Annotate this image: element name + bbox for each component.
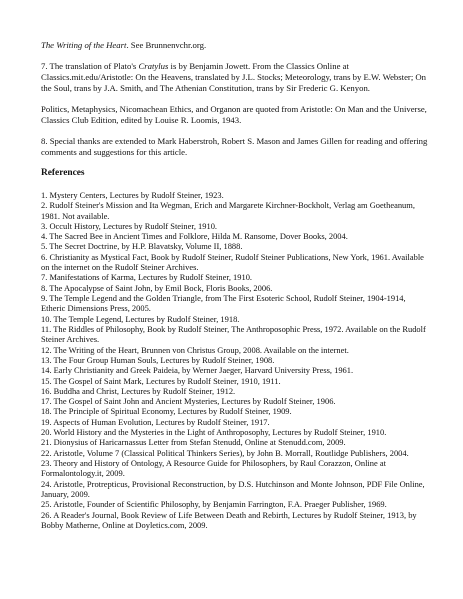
spacer: [41, 94, 431, 105]
reference-item: 15. The Gospel of Saint Mark, Lectures by Rudolf Steiner, 1910, 1911.: [41, 375, 281, 386]
reference-item: 8. The Apocalypse of Saint John, by Emil Bock, Floris Books, 2006.: [41, 282, 273, 293]
spacer: [41, 51, 431, 62]
reference-item: 14. Early Christianity and Greek Paideia, by Werner Jaeger, Harvard University Press, 1961.: [41, 365, 354, 376]
reference-item: 16. Buddha and Christ, Lectures by Rudolf Steiner, 1912.: [41, 385, 236, 396]
note-heart-title: The Writing of the Heart: [41, 40, 127, 50]
note-writing-of-the-heart: [41, 40, 431, 51]
note-7-post: is by Benjamin Jowett. From the Classics Online at Classics.mit.edu/Aristotle: On the Heavens, translated by J.L. Stocks; Meteorology, trans by E.W. Webster; On the Soul, trans by J.A. Smith, and The Athenian Constitution, trans by Sir Frederic G. Kenyon.: [41, 61, 427, 93]
reference-item: 18. The Principle of Spiritual Economy, Lectures by Rudolf Steiner, 1909.: [41, 406, 292, 417]
spacer: [41, 126, 431, 137]
note-7-work: Cratylus: [138, 61, 169, 72]
spacer: [41, 158, 431, 169]
reference-item: 9. The Temple Legend and the Golden Triangle, from The First Esoteric School, Rudolf Steiner, 1904-1914, Etheric Dimensions Press, 2005.: [41, 293, 406, 314]
reference-item: 10. The Temple Legend, Lectures by Rudolf Steiner, 1918.: [41, 313, 240, 324]
reference-item: 19. Aspects of Human Evolution, Lectures by Rudolf Steiner, 1917.: [41, 416, 270, 427]
reference-item: 13. The Four Group Human Souls, Lectures by Rudolf Steiner, 1908.: [41, 354, 275, 365]
reference-item: 20. World History and the Mysteries in the Light of Anthroposophy, Lectures by Rudolf Steiner, 1910.: [41, 427, 387, 438]
note-7-pre: 7. The translation of Plato's: [41, 61, 139, 72]
references-heading: References: [41, 168, 85, 179]
reference-item: 12. The Writing of the Heart, Brunnen von Christus Group, 2008. Available on the internet.: [41, 344, 349, 355]
reference-item: 2. Rudolf Steiner's Mission and Ita Wegman, Erich and Margarete Kirchner-Bockholt, Verlag am Goetheanum, 1981. Not available.: [41, 200, 415, 221]
reference-item: 3. Occult History, Lectures by Rudolf Steiner, 1910.: [41, 220, 218, 231]
note-8: 8. Special thanks are extended to Mark Haberstroh, Robert S. Mason and James Gillen for reading and offering comments and suggestions for this article.: [41, 136, 428, 158]
note-heart-rest: . See Brunnenvchr.org.: [126, 40, 207, 50]
reference-item: 7. Manifestations of Karma, Lectures by Rudolf Steiner, 1910.: [41, 272, 253, 283]
note-7: [41, 61, 431, 93]
reference-item: 17. The Gospel of Saint John and Ancient Mysteries, Lectures by Rudolf Steiner, 1906.: [41, 396, 336, 407]
reference-item: 23. Theory and History of Ontology, A Resource Guide for Philosophers, by Raul Corazzon, Online at Formalontology.it, 2009.: [41, 458, 386, 479]
spacer: [41, 179, 431, 190]
reference-item: 1. Mystery Centers, Lectures by Rudolf Steiner, 1923.: [41, 189, 224, 200]
reference-item: 4. The Sacred Bee in Ancient Times and Folklore, Hilda M. Ransome, Dover Books, 2004.: [41, 231, 348, 242]
references-list: [41, 190, 431, 530]
reference-item: 6. Christianity as Mystical Fact, Book by Rudolf Steiner, Rudolf Steiner Publications, New York, 1961. Available on the internet on the Rudolf Steiner Archives.: [41, 251, 424, 273]
reference-item: 25. Aristotle, Founder of Scientific Philosophy, by Benjamin Farrington, F.A. Praeger Publisher, 1969.: [41, 499, 387, 510]
reference-item: 26. A Reader's Journal, Book Review of Life Between Death and Rebirth, Lectures by Rudolf Steiner, 1913, by Bobby Matherne, Online at Doyletics.com, 2009.: [41, 509, 417, 530]
reference-item: 5. The Secret Doctrine, by H.P. Blavatsky, Volume II, 1888.: [41, 241, 243, 252]
reference-item: 21. Dionysius of Haricarnassus Letter from Stefan Stenudd, Online at Stenudd.com, 2009.: [41, 437, 346, 448]
reference-item: 11. The Riddles of Philosophy, Book by Rudolf Steiner, The Anthroposophic Press, 1972. Available on the Rudolf Steiner Archives.: [41, 323, 426, 345]
note-politics: Politics, Metaphysics, Nicomachean Ethics, and Organon are quoted from Aristotle: On Man and the Universe, Classics Club Edition, edited by Louise R. Loomis, 1943.: [41, 104, 427, 125]
reference-item: 22. Aristotle, Volume 7 (Classical Political Thinkers Series), by John B. Morrall, Routlidge Publishers, 2004.: [41, 447, 409, 458]
reference-item: 24. Aristotle, Protrepticus, Provisional Reconstruction, by D.S. Hutchinson and Monte Johnson, PDF File Online, January, 2009.: [41, 478, 425, 499]
